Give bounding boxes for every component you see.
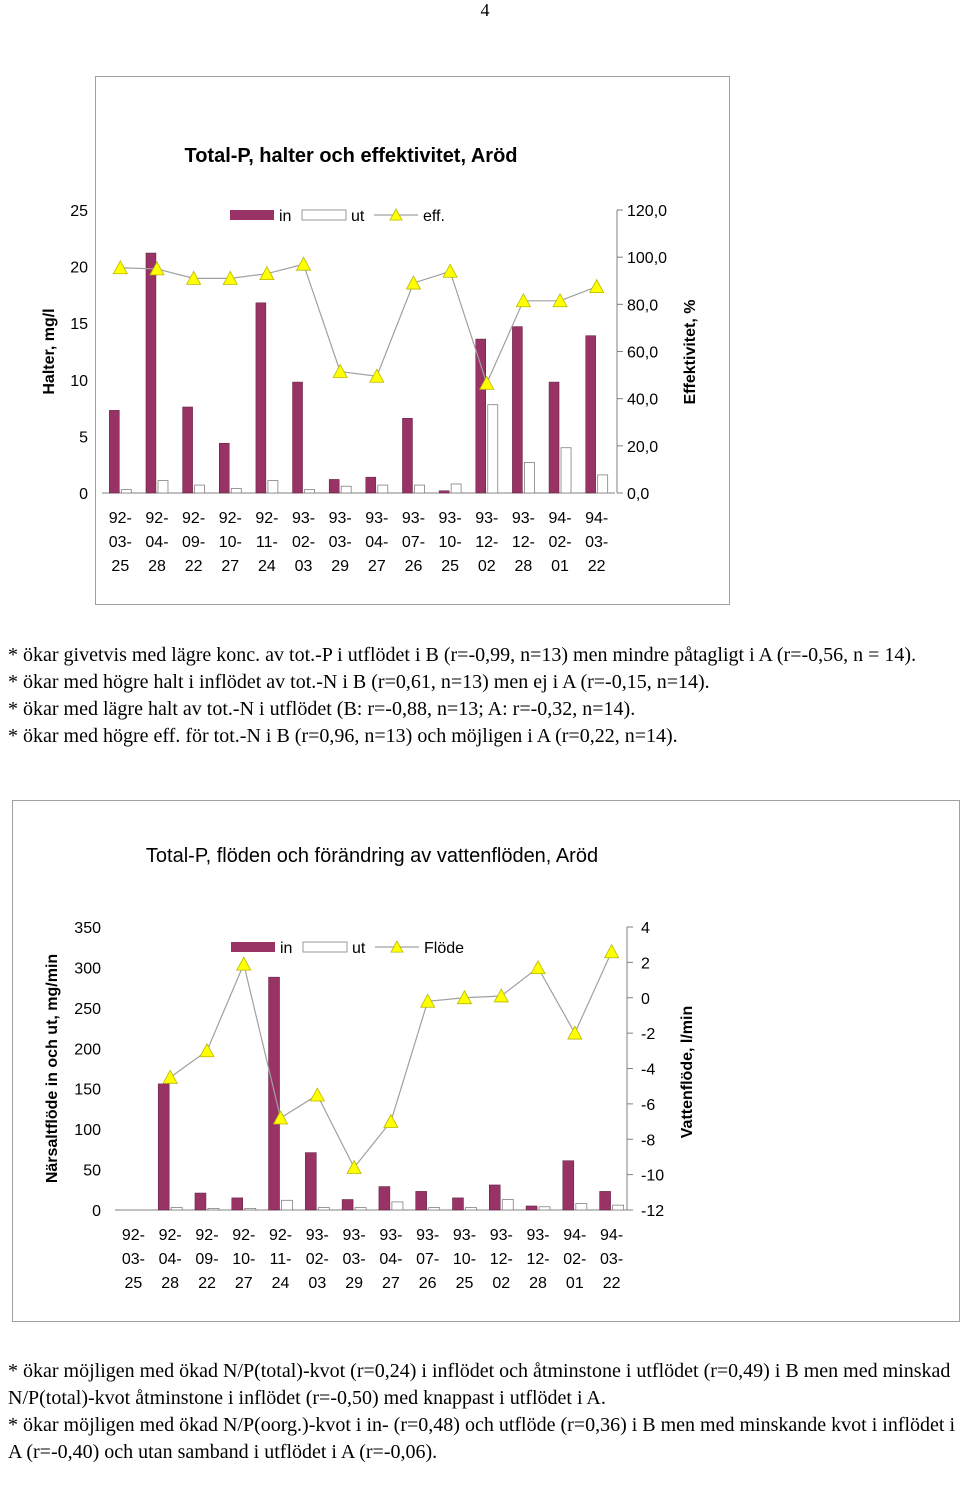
y-axis-label: Närsaltflöde in och ut, mg/min <box>44 953 61 1184</box>
bar-in <box>416 1191 427 1210</box>
x-tick-label: 93- <box>328 510 352 527</box>
bar-in <box>232 1198 243 1210</box>
bar-in <box>600 1191 611 1210</box>
x-tick-label: 11- <box>255 534 278 551</box>
bar-in <box>563 1161 574 1210</box>
bar-ut <box>318 1208 329 1210</box>
y2-tick-label: 80,0 <box>627 297 659 315</box>
x-tick-label: 93- <box>489 1227 513 1244</box>
x-tick-label: 03- <box>328 534 352 551</box>
chart-title: Total-P, flöden och förändring av vattenflöden, Aröd <box>145 845 599 867</box>
x-tick-label: 10- <box>232 1251 256 1268</box>
legend-swatch-in <box>231 942 275 952</box>
x-tick-label: 94- <box>548 510 572 527</box>
note-1-2: * ökar med högre halt i inflödet av tot.-N i B (r=0,61, n=13) men ej i A (r=-0,15, n=14). <box>8 671 710 693</box>
y-tick-label: 200 <box>74 1041 101 1059</box>
x-tick-label: 26 <box>404 558 423 575</box>
x-tick-label: 26 <box>418 1275 437 1292</box>
notes-2 <box>8 1358 958 1466</box>
legend-label-ut: ut <box>352 940 366 957</box>
x-tick-label: 03- <box>121 1251 145 1268</box>
line-point <box>384 1115 398 1128</box>
y2-tick-label: 4 <box>641 920 650 937</box>
x-tick-label: 02 <box>477 558 496 575</box>
x-tick-label: 03 <box>294 558 313 575</box>
y2-tick-label: 0,0 <box>627 486 650 503</box>
y2-tick-label: -4 <box>641 1061 656 1079</box>
line-point <box>237 957 251 970</box>
x-tick-label: 92- <box>145 510 169 527</box>
x-tick-label: 93- <box>452 1227 477 1244</box>
y2-tick-label: -10 <box>641 1167 665 1185</box>
y-tick-label: 25 <box>70 203 88 220</box>
y-tick-label: 50 <box>83 1162 101 1180</box>
x-tick-label: 09- <box>195 1251 219 1268</box>
chart-title: Total-P, halter och effektivitet, Aröd <box>184 145 518 167</box>
x-tick-label: 04- <box>158 1251 182 1268</box>
bar-in <box>452 1198 463 1210</box>
y-tick-label: 20 <box>70 259 88 277</box>
x-tick-label: 24 <box>271 1275 290 1292</box>
line-point <box>163 1070 177 1083</box>
x-tick-label: 11- <box>269 1251 292 1268</box>
x-tick-label: 10- <box>438 534 462 551</box>
x-tick-label: 22 <box>198 1275 216 1292</box>
note-2-1: * ökar möjligen med ökad N/P(total)-kvot (r=0,24) i inflödet och åtminstone i utflödet (r=0,49) i B men med minskad N/P(total)-kvot åtminstone i inflödet (r=-0,50) med knappast i utflödet i A. <box>8 1360 951 1409</box>
x-tick-label: 02- <box>563 1251 587 1268</box>
y2-tick-label: 60,0 <box>627 344 659 362</box>
x-tick-label: 02- <box>548 534 572 551</box>
x-tick-label: 12- <box>526 1251 550 1268</box>
bar-ut <box>429 1208 440 1210</box>
x-tick-label: 03- <box>585 534 609 551</box>
bar-in <box>269 977 280 1210</box>
x-tick-label: 24 <box>257 558 276 575</box>
y-tick-label: 10 <box>70 372 88 390</box>
x-tick-label: 92- <box>218 510 242 527</box>
x-tick-label: 02- <box>291 534 316 551</box>
x-tick-label: 25 <box>124 1275 143 1292</box>
bar-ut <box>282 1200 293 1210</box>
x-tick-label: 02 <box>492 1275 511 1292</box>
y2-tick-label: 0 <box>641 990 650 1008</box>
y-tick-label: 5 <box>79 429 88 447</box>
bar-ut <box>208 1208 219 1210</box>
x-tick-label: 02- <box>305 1251 329 1268</box>
y2-tick-label: -12 <box>641 1203 665 1220</box>
y2-tick-label: 40,0 <box>627 391 659 409</box>
x-tick-label: 04- <box>145 534 169 551</box>
x-tick-label: 27 <box>367 558 386 575</box>
x-tick-label: 93- <box>291 510 316 527</box>
x-tick-label: 94- <box>585 510 609 527</box>
legend-label-eff: eff. <box>423 208 445 225</box>
bar-ut <box>465 1208 476 1210</box>
y-tick-label: 15 <box>70 316 88 334</box>
y2-axis-label: Vattenflöde, l/min <box>679 1005 696 1139</box>
x-tick-label: 92- <box>255 510 279 527</box>
line-point <box>568 1026 582 1039</box>
x-tick-label: 28 <box>529 1275 547 1292</box>
bar-ut <box>392 1202 403 1210</box>
y2-tick-label: -8 <box>641 1132 656 1150</box>
legend-label-eff: Flöde <box>424 940 465 957</box>
y-tick-label: 350 <box>74 920 101 937</box>
y-tick-label: 300 <box>74 960 101 978</box>
x-tick-label: 94- <box>600 1227 624 1244</box>
x-tick-label: 07- <box>401 534 426 551</box>
bar-ut <box>355 1208 366 1210</box>
y2-tick-label: 100,0 <box>627 250 668 268</box>
x-tick-label: 04- <box>365 534 389 551</box>
x-tick-label: 93- <box>401 510 426 527</box>
x-tick-label: 12- <box>475 534 499 551</box>
line-point <box>494 989 508 1002</box>
x-tick-label: 03- <box>342 1251 366 1268</box>
bar-ut <box>502 1199 513 1210</box>
x-tick-label: 93- <box>342 1227 366 1244</box>
y-tick-label: 100 <box>74 1122 101 1140</box>
x-tick-label: 10- <box>218 534 242 551</box>
x-tick-label: 09- <box>182 534 206 551</box>
x-tick-label: 12- <box>489 1251 513 1268</box>
x-tick-label: 03 <box>308 1275 327 1292</box>
x-tick-label: 22 <box>602 1275 621 1292</box>
x-tick-label: 12- <box>511 534 535 551</box>
y-tick-label: 150 <box>74 1081 101 1099</box>
note-1-3: * ökar med lägre halt av tot.-N i utflödet (B: r=-0,88, n=13; A: r=-0,32, n=14). <box>8 698 636 720</box>
x-tick-label: 93- <box>365 510 389 527</box>
x-tick-label: 92- <box>232 1227 256 1244</box>
bar-in <box>379 1187 390 1210</box>
note-1-4: * ökar med högre eff. för tot.-N i B (r=0,96, n=13) och möjligen i A (r=0,22, n=14). <box>8 725 678 747</box>
legend-label-in: in <box>280 940 293 957</box>
line-point <box>200 1044 214 1057</box>
x-tick-label: 27 <box>221 558 240 575</box>
x-tick-label: 93- <box>379 1227 403 1244</box>
x-tick-label: 92- <box>268 1227 293 1244</box>
x-tick-label: 28 <box>161 1275 180 1292</box>
y2-tick-label: -2 <box>641 1026 656 1044</box>
y-tick-label: 0 <box>79 486 88 503</box>
line-point <box>310 1088 324 1101</box>
x-tick-label: 92- <box>182 510 206 527</box>
x-tick-label: 25 <box>455 1275 474 1292</box>
bar-ut <box>576 1204 587 1210</box>
x-tick-label: 22 <box>184 558 203 575</box>
x-tick-label: 93- <box>511 510 535 527</box>
y2-tick-label: 120,0 <box>627 203 668 220</box>
x-tick-label: 94- <box>563 1227 587 1244</box>
x-tick-label: 07- <box>416 1251 440 1268</box>
x-tick-label: 93- <box>305 1227 329 1244</box>
bar-in <box>158 1084 169 1210</box>
y2-tick-label: 2 <box>641 955 650 973</box>
y-tick-label: 250 <box>74 1000 101 1018</box>
x-tick-label: 27 <box>381 1275 400 1292</box>
bar-in <box>526 1206 537 1210</box>
bar-ut <box>171 1208 182 1210</box>
legend-label-ut: ut <box>351 208 365 225</box>
x-tick-label: 29 <box>331 558 350 575</box>
bar-in <box>195 1193 206 1210</box>
x-tick-label: 03- <box>108 534 132 551</box>
x-tick-label: 01 <box>565 1275 584 1292</box>
note-2-2: * ökar möjligen med ökad N/P(oorg.)-kvot i in- (r=0,48) och utflöde (r=0,36) i B men med minskande kvot i inflödet i A (r=-0,40) och utan samband i utflödet i A (r=-0,06). <box>8 1414 956 1463</box>
series-line-Flöde <box>170 952 611 1168</box>
x-tick-label: 27 <box>234 1275 253 1292</box>
line-point <box>531 961 545 974</box>
legend-label-in: in <box>279 208 292 225</box>
x-tick-label: 25 <box>441 558 460 575</box>
y2-tick-label: 20,0 <box>627 438 659 456</box>
x-tick-label: 29 <box>345 1275 364 1292</box>
x-tick-label: 92- <box>158 1227 182 1244</box>
line-point <box>605 945 619 958</box>
bar-in <box>342 1199 353 1210</box>
x-tick-label: 92- <box>195 1227 219 1244</box>
bar-in <box>305 1153 316 1210</box>
x-tick-label: 04- <box>379 1251 403 1268</box>
page-number: 4 <box>480 0 490 20</box>
x-tick-label: 28 <box>148 558 166 575</box>
x-tick-label: 93- <box>416 1227 440 1244</box>
y2-axis-label: Effektivitet, % <box>682 299 699 405</box>
bar-ut <box>613 1205 624 1210</box>
bar-in <box>489 1185 500 1210</box>
x-tick-label: 01 <box>551 558 569 575</box>
y2-tick-label: -6 <box>641 1096 656 1114</box>
line-point <box>347 1161 361 1174</box>
bar-ut <box>245 1208 256 1210</box>
x-tick-label: 93- <box>438 510 462 527</box>
x-tick-label: 92- <box>121 1227 145 1244</box>
legend-swatch-ut <box>303 942 347 952</box>
y-tick-label: 0 <box>92 1203 101 1220</box>
x-tick-label: 92- <box>108 510 132 527</box>
bar-ut <box>539 1207 550 1210</box>
x-tick-label: 10- <box>452 1251 477 1268</box>
x-tick-label: 03- <box>600 1251 624 1268</box>
x-tick-label: 93- <box>526 1227 550 1244</box>
x-tick-label: 25 <box>111 558 130 575</box>
x-tick-label: 28 <box>514 558 533 575</box>
note-1-1: * ökar givetvis med lägre konc. av tot.-P i utflödet i B (r=-0,99, n=13) men mindre påtagligt i A (r=-0,56, n = 14). <box>8 644 917 666</box>
x-tick-label: 22 <box>587 558 606 575</box>
x-tick-label: 93- <box>475 510 499 527</box>
y-axis-label: Halter, mg/l <box>41 308 58 395</box>
